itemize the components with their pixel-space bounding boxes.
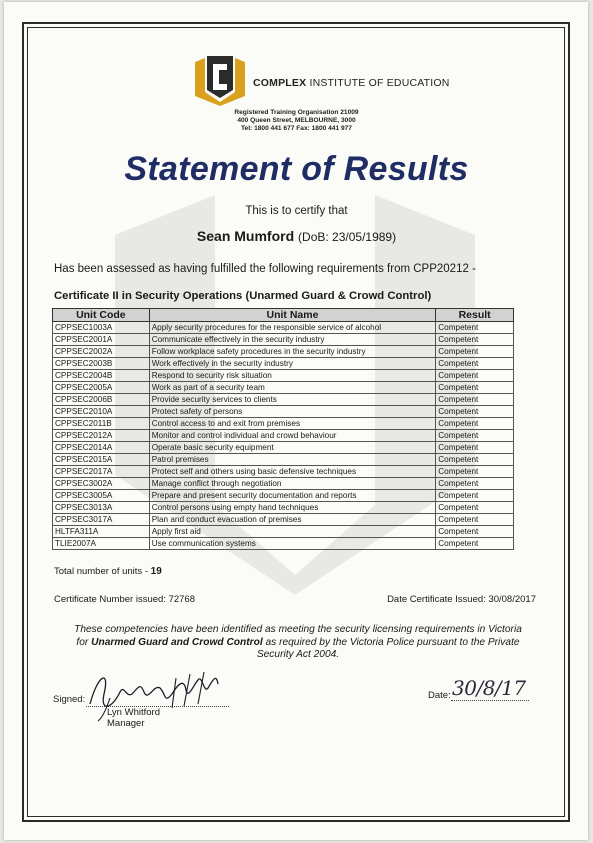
unit-code-cell: TLIE2007A [53,538,150,550]
unit-name-cell: Follow workplace safety procedures in the security industry [149,346,436,358]
unit-code-cell: CPPSEC2010A [53,406,150,418]
institute-name: COMPLEX INSTITUTE OF EDUCATION [253,77,450,89]
qualification-title: Certificate II in Security Operations (Unarmed Guard & Crowd Control) [54,290,432,302]
table-header-row [53,309,514,322]
unit-code-cell: CPPSEC2003B [53,358,150,370]
result-cell: Competent [436,430,514,442]
assessed-statement: Has been assessed as having fulfilled the following requirements from CPP20212 - [54,263,476,275]
signed-label: Signed: [53,694,86,705]
unit-code-cell: CPPSEC2006B [53,394,150,406]
result-cell: Competent [436,514,514,526]
unit-name-cell: Communicate effectively in the security industry [149,334,436,346]
result-cell: Competent [436,442,514,454]
date-label: Date: [428,690,451,701]
unit-name-cell: Apply security procedures for the responsible service of alcohol [149,322,436,334]
result-cell: Competent [436,418,514,430]
unit-code-cell: CPPSEC2011B [53,418,150,430]
unit-name-cell: Use communication systems [149,538,436,550]
unit-code-cell: CPPSEC2005A [53,382,150,394]
student-name: Sean Mumford [196,228,295,244]
unit-code-cell: CPPSEC2017A [53,466,150,478]
unit-name-cell: Operate basic security equipment [149,442,436,454]
unit-code-cell: CPPSEC3013A [53,502,150,514]
unit-name-cell: Prepare and present security documentation and reports [149,490,436,502]
phone-line: Tel: 1800 441 677 Fax: 1800 441 977 [241,125,352,133]
table-row [53,514,514,526]
institute-logo [193,52,450,112]
unit-name-cell: Work effectively in the security industry [149,358,436,370]
handwritten-date: 30/8/17 [452,676,526,700]
unit-name-cell: Protect self and others using basic defensive techniques [149,466,436,478]
date-line [451,700,529,701]
result-cell: Competent [436,334,514,346]
student-line [0,228,593,244]
result-cell: Competent [436,370,514,382]
unit-name-cell: Work as part of a security team [149,382,436,394]
table-row [53,382,514,394]
table-row [53,370,514,382]
table-row [53,442,514,454]
table-row [53,346,514,358]
total-label: Total number of units - [54,566,151,577]
result-cell: Competent [436,454,514,466]
table-row [53,538,514,550]
rto-line: Registered Training Organisation 21009 [234,109,359,116]
unit-code-cell: CPPSEC2014A [53,442,150,454]
certify-text: This is to certify that [245,205,348,217]
unit-name-cell: Manage conflict through negotiation [149,478,436,490]
table-row [53,406,514,418]
result-cell: Competent [436,358,514,370]
table-row [53,334,514,346]
table-row [53,478,514,490]
student-dob: (DoB: 23/05/1989) [298,230,397,244]
table-row [53,430,514,442]
result-cell: Competent [436,406,514,418]
unit-code-cell: CPPSEC2015A [53,454,150,466]
signer-title: Manager [107,718,145,729]
unit-name-cell: Control access to and exit from premises [149,418,436,430]
signer-block [107,707,160,729]
unit-code-cell: CPPSEC1003A [53,322,150,334]
result-cell: Competent [436,382,514,394]
table-row [53,454,514,466]
unit-name-cell: Protect safety of persons [149,406,436,418]
unit-code-cell: CPPSEC2002A [53,346,150,358]
date-issued: Date Certificate Issued: 30/08/2017 [387,594,536,605]
unit-name-cell: Respond to security risk situation [149,370,436,382]
result-cell: Competent [436,502,514,514]
total-value: 19 [150,566,162,577]
table-row [53,466,514,478]
unit-code-cell: CPPSEC3005A [53,490,150,502]
header-result: Result [436,309,514,322]
unit-code-cell: CPPSEC3002A [53,478,150,490]
unit-code-cell: CPPSEC2012A [53,430,150,442]
unit-code-cell: CPPSEC3017A [53,514,150,526]
competency-statement: These competencies have been identified as meeting the security licensing requirements in Victoria for Unarmed Guard and Crowd Control as required by the Victoria Police pursuant to the Private Security Act 2004. [74,624,522,660]
result-cell: Competent [436,346,514,358]
unit-name-cell: Apply first aid [149,526,436,538]
unit-code-cell: CPPSEC2001A [53,334,150,346]
unit-code-cell: HLTFA311A [53,526,150,538]
table-row [53,490,514,502]
institute-logo-icon [193,52,247,106]
total-units [54,566,162,577]
result-cell: Competent [436,490,514,502]
institute-contact-info [0,109,593,134]
unit-name-cell: Plan and conduct evacuation of premises [149,514,436,526]
table-row [53,322,514,334]
result-cell: Competent [436,478,514,490]
result-cell: Competent [436,538,514,550]
unit-name-cell: Patrol premises [149,454,436,466]
table-row [53,502,514,514]
unit-name-cell: Provide security services to clients [149,394,436,406]
result-cell: Competent [436,394,514,406]
header-unit-name: Unit Name [149,309,436,322]
unit-name-cell: Control persons using empty hand techniques [149,502,436,514]
signer-name: Lyn Whitford [107,707,160,718]
certificate-number: Certificate Number issued: 72768 [54,594,195,605]
result-cell: Competent [436,322,514,334]
document-title: Statement of Results [124,150,469,188]
table-row [53,358,514,370]
table-row [53,418,514,430]
header-unit-code: Unit Code [53,309,150,322]
table-row [53,394,514,406]
result-cell: Competent [436,466,514,478]
address-line: 400 Queen Street, MELBOURNE, 3000 [237,117,356,125]
result-cell: Competent [436,526,514,538]
unit-code-cell: CPPSEC2004B [53,370,150,382]
unit-name-cell: Monitor and control individual and crowd behaviour [149,430,436,442]
table-row [53,526,514,538]
units-table [52,308,514,550]
